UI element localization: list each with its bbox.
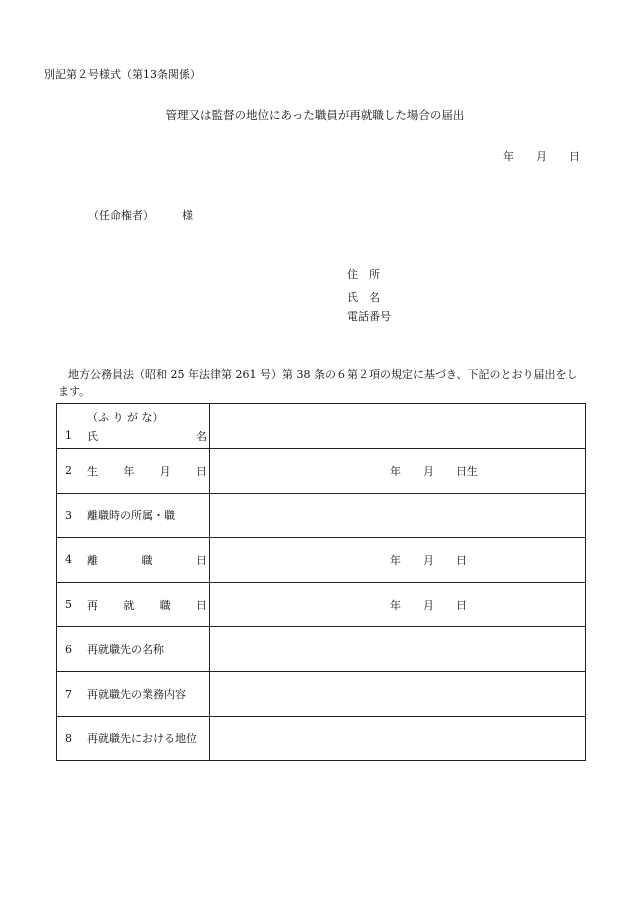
row-label-cell xyxy=(57,627,210,672)
row-number: 4 xyxy=(65,552,72,566)
row-number: 6 xyxy=(65,643,72,657)
notification-table xyxy=(56,403,586,761)
date-day: 日 xyxy=(456,598,467,612)
date-month: 月 xyxy=(423,464,434,478)
body-paragraph: 地方公務員法（昭和 25 年法律第 261 号）第 38 条の６第２項の規定に基づき、下記のとおり届出をします。 xyxy=(58,368,578,398)
row-label-cell xyxy=(57,404,210,449)
date-year: 年 xyxy=(390,464,401,478)
date-day: 日生 xyxy=(456,464,478,478)
date-year: 年 xyxy=(390,598,401,612)
table-row xyxy=(57,538,586,583)
furigana-label: （ふ り が な） xyxy=(87,410,164,424)
table-row xyxy=(57,404,586,449)
retirement-date-field[interactable] xyxy=(210,538,586,583)
row-label: 再 就 職 日 xyxy=(87,598,207,612)
document-title: 管理又は監督の地位にあった職員が再就職した場合の届出 xyxy=(165,108,465,122)
name-field[interactable] xyxy=(210,404,586,449)
row-label: 離職時の所属・職 xyxy=(87,509,175,523)
date-day: 日 xyxy=(569,150,580,163)
date-month: 月 xyxy=(423,598,434,612)
table-row xyxy=(57,449,586,494)
row-number: 8 xyxy=(65,732,72,746)
date-year: 年 xyxy=(503,150,514,163)
row-label-cell xyxy=(57,538,210,583)
table-row xyxy=(57,716,586,761)
row-number: 3 xyxy=(65,509,72,523)
submission-date xyxy=(503,148,580,164)
reemployment-date-field[interactable] xyxy=(210,582,586,627)
row-label: 再就職先の業務内容 xyxy=(87,687,186,701)
table-row xyxy=(57,627,586,672)
employer-name-field[interactable] xyxy=(210,627,586,672)
date-day: 日 xyxy=(456,553,467,567)
addressee xyxy=(88,207,193,223)
table-row xyxy=(57,582,586,627)
row-label: 生 年 月 日 xyxy=(87,464,207,478)
row-number: 5 xyxy=(65,597,72,611)
row-label: 再就職先における地位 xyxy=(87,732,197,746)
date-year: 年 xyxy=(390,553,401,567)
honorific: 様 xyxy=(182,209,193,222)
job-description-field[interactable] xyxy=(210,671,586,716)
row-label-cell xyxy=(57,582,210,627)
form-number-label: 別記第２号様式（第13条関係） xyxy=(44,68,201,81)
sender-address-label: 住 所 xyxy=(347,268,380,281)
row-number: 2 xyxy=(65,463,72,477)
row-label: 再就職先の名称 xyxy=(87,643,164,657)
row-label-cell xyxy=(57,671,210,716)
position-at-employer-field[interactable] xyxy=(210,716,586,761)
former-position-field[interactable] xyxy=(210,493,586,538)
row-label-cell xyxy=(57,449,210,494)
row-number: 7 xyxy=(65,687,72,701)
sender-phone-label: 電話番号 xyxy=(347,310,391,323)
row-label-cell xyxy=(57,493,210,538)
row-label: 離 職 日 xyxy=(87,553,207,567)
appointer-label: （任命権者） xyxy=(88,209,154,222)
sender-name-label: 氏 名 xyxy=(347,291,380,304)
row-label-cell xyxy=(57,716,210,761)
row-number: 1 xyxy=(65,428,72,442)
table-row xyxy=(57,671,586,716)
row-label: 氏 名 xyxy=(87,429,207,443)
date-month: 月 xyxy=(536,150,547,163)
birthdate-field[interactable] xyxy=(210,449,586,494)
date-month: 月 xyxy=(423,553,434,567)
table-row xyxy=(57,493,586,538)
